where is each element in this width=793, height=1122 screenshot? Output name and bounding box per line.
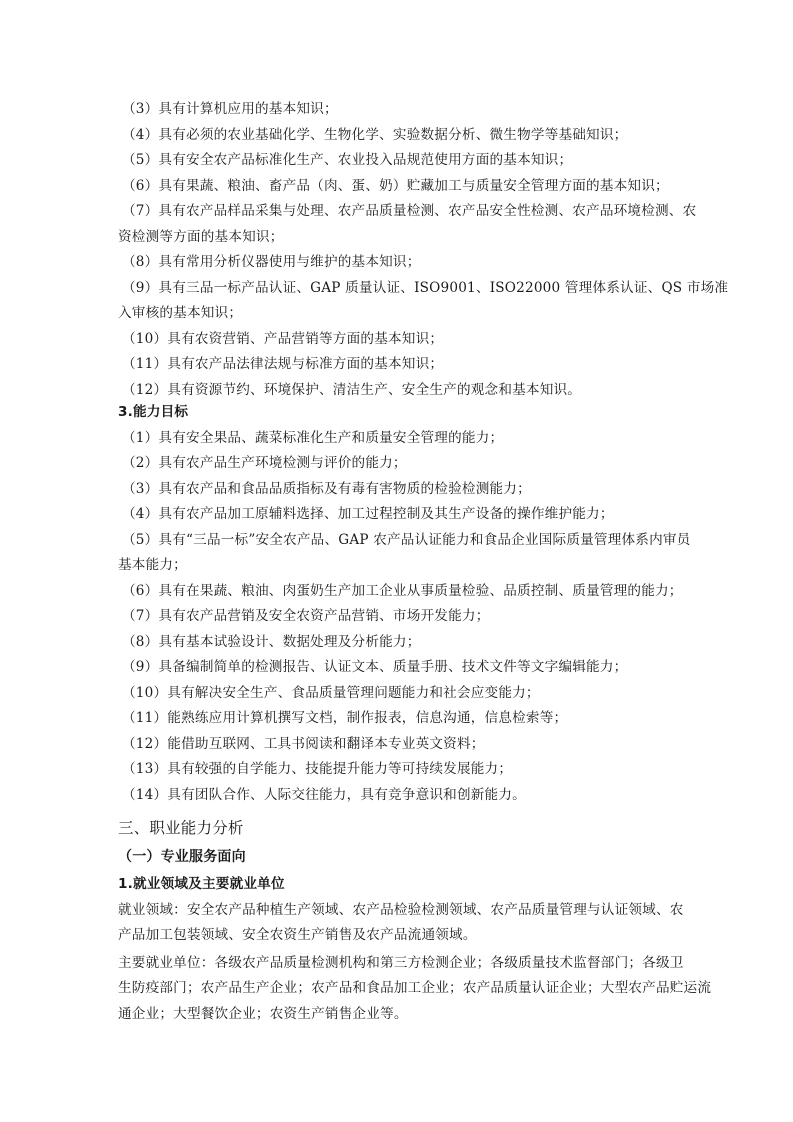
employment-fields-paragraph [118, 898, 700, 949]
paragraph-line: （3）具有计算机应用的基本知识； [122, 101, 338, 117]
list-item [118, 604, 700, 630]
paragraph-line: （2）具有农产品生产环境检测与评价的能力； [122, 455, 407, 471]
paragraph-continuation-line: 生防疫部门；农产品生产企业；农产品和食品加工企业；农产品质量认证企业；大型农产品贮运流 [118, 980, 712, 996]
paragraph-continuation-line: 产品加工包装领域、安全农资生产销售及农产品流通领域。 [118, 927, 477, 943]
list-item [118, 706, 700, 732]
list-item [118, 630, 700, 656]
list-item [118, 352, 700, 378]
paragraph-line: （10）具有农资营销、产品营销等方面的基本知识； [122, 330, 444, 347]
list-item [118, 528, 700, 579]
paragraph-line: （6）具有果蔬、粮油、畜产品（肉、蛋、奶）贮藏加工与质量安全管理方面的基本知识； [122, 177, 669, 194]
paragraph-line: （6）具有在果蔬、粮油、肉蛋奶生产加工企业从事质量检验、品质控制、质量管理的能力； [122, 582, 683, 599]
list-item [118, 327, 700, 353]
list-item [118, 477, 700, 503]
paragraph-continuation-line: 基本能力； [118, 557, 187, 573]
paragraph-continuation-line: 通企业；大型餐饮企业；农资生产销售企业等。 [118, 1005, 408, 1022]
paragraph-line: （1）具有安全果品、蔬菜标准化生产和质量安全管理的能力； [122, 429, 504, 446]
paragraph-line: （8）具有常用分析仪器使用与维护的基本知识； [122, 254, 421, 270]
subsection-heading: （一）专业服务面向 [118, 849, 246, 865]
paragraph-line: （8）具有基本试验设计、数据处理及分析能力； [122, 633, 421, 650]
list-item [118, 451, 700, 477]
list-item [118, 732, 700, 758]
list-item [118, 276, 729, 327]
document-page [118, 97, 729, 1027]
list-item [118, 783, 700, 809]
paragraph-line: （5）具有“三品一标”安全农产品、GAP 农产品认证能力和食品企业国际质量管理体系内审员 [122, 531, 691, 548]
list-item [118, 655, 700, 681]
paragraph-line: （12）能借助互联网、工具书阅读和翻译本专业英文资料； [122, 735, 485, 752]
paragraph-line: （10）具有解决安全生产、食品质量管理问题能力和社会应变能力； [122, 684, 540, 701]
paragraph-line: （9）具有三品一标产品认证、GAP 质量认证、ISO9001、ISO22000 管理体系认证、QS 市场准 [122, 279, 729, 296]
list-item [118, 174, 700, 200]
knowledge-objectives-list [118, 97, 729, 403]
list-item [118, 681, 700, 707]
list-item [118, 199, 700, 250]
paragraph-line: 就业领域：安全农产品种植生产领域、农产品检验检测领域、农产品质量管理与认证领域、农 [118, 901, 684, 918]
paragraph-line: （4）具有农产品加工原辅料选择、加工过程控制及其生产设备的操作维护能力； [122, 506, 614, 522]
paragraph-line: 主要就业单位：各级农产品质量检测机构和第三方检测企业；各级质量技术监督部门；各级卫 [118, 954, 684, 971]
ability-objectives-heading: 3.能力目标 [118, 404, 189, 420]
employers-paragraph [118, 951, 712, 1028]
ability-objectives-list [118, 426, 700, 809]
paragraph-continuation-line: 入审核的基本知识； [118, 305, 243, 321]
paragraph-line: （7）具有农产品营销及安全农资产品营销、市场开发能力； [122, 608, 490, 624]
paragraph-continuation-line: 资检测等方面的基本知识； [118, 228, 284, 245]
paragraph-line: （11）具有农产品法律法规与标准方面的基本知识； [122, 356, 444, 372]
paragraph-line: （4）具有必须的农业基础化学、生物化学、实验数据分析、微生物学等基础知识； [122, 126, 628, 143]
list-item [118, 123, 700, 149]
list-item [118, 97, 700, 123]
list-item [118, 757, 700, 783]
list-item [118, 148, 700, 174]
list-item [118, 502, 700, 528]
list-item [118, 250, 700, 276]
list-item [118, 579, 700, 605]
paragraph-line: （11）能熟练应用计算机撰写文档，制作报表，信息沟通，信息检索等； [122, 710, 568, 726]
paragraph-line: （12）具有资源节约、环境保护、清洁生产、安全生产的观念和基本知识。 [122, 381, 582, 398]
employment-heading: 1.就业领域及主要就业单位 [118, 876, 285, 892]
paragraph-line: （13）具有较强的自学能力、技能提升能力等可持续发展能力； [122, 761, 513, 777]
paragraph-line: （3）具有农产品和食品品质指标及有毒有害物质的检验检测能力； [122, 480, 531, 497]
paragraph-line: （14）具有团队合作、人际交往能力，具有竞争意识和创新能力。 [122, 786, 526, 803]
paragraph-line: （5）具有安全农产品标准化生产、农业投入品规范使用方面的基本知识； [122, 152, 573, 168]
paragraph-line: （9）具备编制简单的检测报告、认证文本、质量手册、技术文件等文字编辑能力； [122, 659, 628, 675]
section-heading: 三、职业能力分析 [118, 819, 244, 837]
paragraph-line: （7）具有农产品样品采集与处理、农产品质量检测、农产品安全性检测、农产品环境检测、农 [122, 203, 697, 219]
list-item [118, 426, 700, 452]
